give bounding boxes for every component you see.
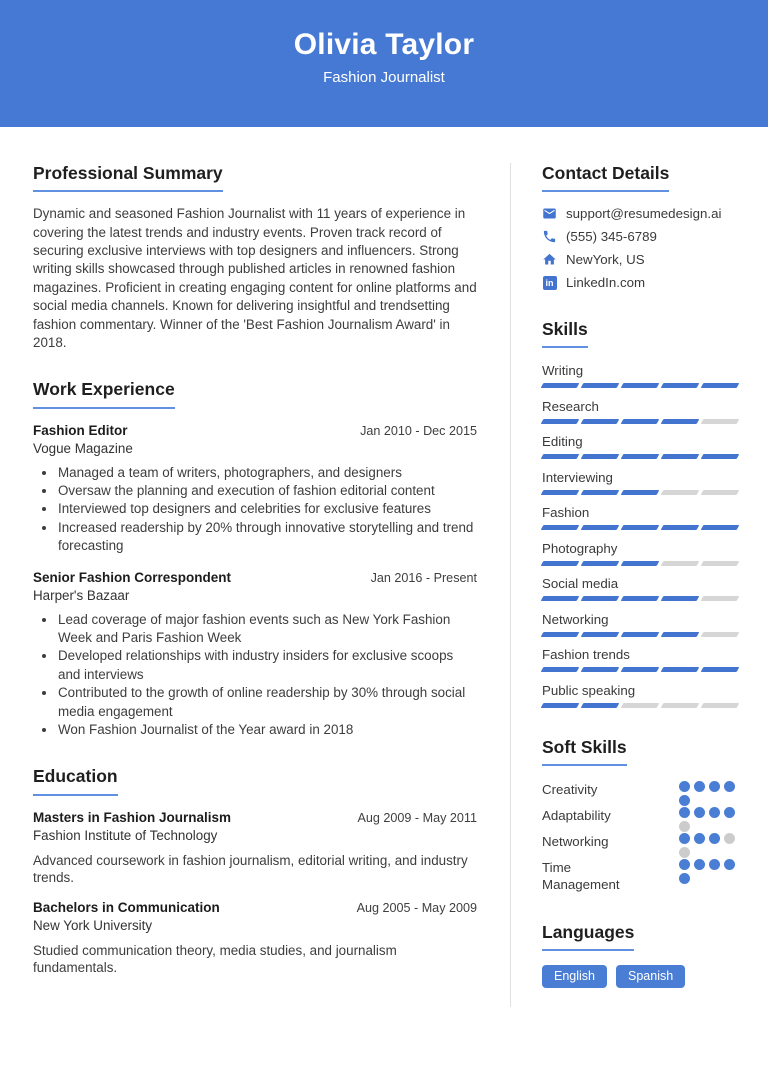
bullet-item: • Developed relationships with industry insiders for exclusive scoops and interviews [57,647,477,684]
bullet-item: • Oversaw the planning and execution of fashion editorial content [57,482,477,500]
bar-segment-filled [541,454,579,459]
bar-segment-empty [701,703,739,708]
degree-school: Fashion Institute of Technology [33,827,218,843]
skill-bar [542,383,739,388]
professional-summary-section [33,163,477,352]
bar-segment-empty [701,632,739,637]
rating-dot-filled [709,833,720,844]
job-bullet-list [33,611,477,740]
skill-label: Public speaking [542,682,636,698]
rating-dot-filled [679,833,690,844]
bar-segment-filled [621,596,659,601]
resume-body [0,127,768,1007]
bar-segment-filled [621,525,659,530]
job-entry [33,423,477,556]
contact-location-text: NewYork, US [566,252,645,268]
bar-segment-empty [661,561,699,566]
job-dates: Jan 2016 - Present [370,570,477,585]
professional-summary-heading: Professional Summary [33,163,223,192]
bar-segment-filled [541,632,579,637]
degree-entry-head [33,810,477,825]
soft-skills-heading: Soft Skills [542,737,627,766]
contact-linkedin-text: LinkedIn.com [566,275,646,291]
header-banner [0,0,768,127]
bar-segment-filled [701,454,739,459]
job-dates: Jan 2010 - Dec 2015 [360,423,477,438]
rating-dot-filled [694,807,705,818]
work-experience-heading: Work Experience [33,379,175,408]
job-bullet-list [33,464,477,556]
bar-segment-empty [661,703,699,708]
rating-dot-filled [709,859,720,870]
home-icon [542,252,557,267]
bar-segment-filled [541,667,579,672]
bar-segment-filled [581,454,619,459]
bar-segment-filled [581,596,619,601]
languages-heading: Languages [542,922,634,951]
contact-list [542,206,739,290]
rating-dot-filled [679,781,690,792]
contact-details-section [542,163,739,290]
job-company: Harper's Bazaar [33,587,130,603]
skill-bar [542,490,739,495]
contact-details-heading: Contact Details [542,163,669,192]
skill-label: Fashion [542,505,590,521]
skill-row [542,505,739,530]
bar-segment-filled [621,454,659,459]
soft-skill-row [542,833,739,850]
skill-label: Interviewing [542,469,613,485]
bar-segment-filled [581,383,619,388]
degree-title: Masters in Fashion Journalism [33,809,232,825]
bar-segment-filled [701,667,739,672]
bar-segment-filled [661,632,699,637]
bar-segment-filled [581,419,619,424]
bullet-item: • Increased readership by 20% through innovative storytelling and trend forecasting [57,519,477,556]
soft-skill-dots [679,781,737,793]
bullet-item: • Contributed to the growth of online readership by 30% through social media engagement [57,684,477,721]
bar-segment-filled [701,525,739,530]
rating-dot-empty [679,821,690,832]
work-experience-section [33,379,477,739]
degree-dates: Aug 2009 - May 2011 [357,810,477,825]
soft-skill-label: Time Management [542,859,620,892]
soft-skill-dots [679,859,737,871]
skills-list [542,363,739,708]
skill-bar [542,561,739,566]
language-badge: English [542,965,607,988]
languages-list [542,965,739,988]
skill-label: Fashion trends [542,647,630,663]
skill-row [542,612,739,637]
skill-bar [542,632,739,637]
degree-description: Advanced coursework in fashion journalism, editorial writing, and industry trends. [33,852,468,885]
skill-row [542,470,739,495]
language-badge: Spanish [616,965,685,988]
skill-row [542,647,739,672]
bullet-item: • Managed a team of writers, photographers, and designers [57,464,477,482]
bar-segment-filled [661,525,699,530]
professional-summary-text: Dynamic and seasoned Fashion Journalist with 11 years of experience in covering the latest trends and industry events. Proven track record of securing exclusive interviews with top designers and influencers. Strong writing skills showcased through published articles in renowned fashion magazines. Proficient in creating engaging content for online platforms and social media channels. Known for delivering insightful and trendsetting fashion commentary. Winner of the 'Best Fashion Journalism Award' in 2018. [33,206,477,350]
bar-segment-empty [621,703,659,708]
contact-item-phone [542,229,739,244]
skill-label: Social media [542,576,619,592]
skill-bar [542,454,739,459]
rating-dot-filled [724,781,735,792]
bar-segment-filled [581,490,619,495]
bar-segment-empty [701,596,739,601]
contact-item-email [542,206,739,221]
skill-label: Editing [542,434,583,450]
rating-dot-filled [679,873,690,884]
skill-label: Networking [542,611,609,627]
skill-row [542,683,739,708]
skill-row [542,363,739,388]
degree-school: New York University [33,917,153,933]
skill-label: Research [542,398,599,414]
skills-section [542,319,739,708]
languages-section [542,922,739,988]
bar-segment-filled [581,525,619,530]
degree-entry [33,810,477,886]
rating-dot-filled [679,795,690,806]
job-entry-head [33,570,477,585]
rating-dot-filled [679,807,690,818]
bar-segment-filled [661,596,699,601]
job-title: Senior Fashion Correspondent [33,569,232,585]
skill-label: Writing [542,363,584,379]
rating-dot-filled [724,859,735,870]
bar-segment-filled [581,703,619,708]
rating-dot-filled [724,807,735,818]
bar-segment-empty [661,490,699,495]
rating-dot-filled [694,781,705,792]
rating-dot-filled [709,781,720,792]
skill-row [542,541,739,566]
rating-dot-filled [694,833,705,844]
bar-segment-filled [541,419,579,424]
job-entry [33,570,477,740]
soft-skill-label: Networking [542,833,609,849]
skills-heading: Skills [542,319,588,348]
main-column [33,163,477,1007]
bar-segment-filled [581,667,619,672]
contact-email-text: support@resumedesign.ai [566,206,722,222]
bar-segment-filled [581,561,619,566]
soft-skills-list [542,781,739,893]
skill-bar [542,419,739,424]
education-heading: Education [33,766,118,795]
skill-bar [542,525,739,530]
job-entry-head [33,423,477,438]
skill-bar [542,667,739,672]
skill-label: Photography [542,540,618,556]
soft-skill-label: Adaptability [542,807,611,823]
rating-dot-filled [694,859,705,870]
degree-title: Bachelors in Communication [33,899,220,915]
soft-skill-row [542,807,739,824]
bar-segment-filled [541,561,579,566]
bar-segment-filled [541,490,579,495]
soft-skill-row [542,781,739,798]
skill-bar [542,703,739,708]
bullet-item: • Lead coverage of major fashion events such as New York Fashion Week and Paris Fashion Week [57,611,477,648]
bar-segment-filled [661,383,699,388]
bar-segment-filled [621,632,659,637]
skill-row [542,399,739,424]
rating-dot-filled [679,859,690,870]
job-company: Vogue Magazine [33,440,133,456]
skill-row [542,434,739,459]
degree-entry-head [33,900,477,915]
bar-segment-filled [541,703,579,708]
bar-segment-filled [541,596,579,601]
bar-segment-filled [621,667,659,672]
bar-segment-filled [661,667,699,672]
soft-skill-label: Creativity [542,781,598,797]
person-job-title: Fashion Journalist [323,68,445,86]
bar-segment-filled [621,561,659,566]
contact-item-linkedin [542,275,739,290]
soft-skill-dots [679,807,737,819]
bullet-item: • Won Fashion Journalist of the Year award in 2018 [57,721,477,739]
linkedin-icon: in [542,275,557,290]
degree-entry [33,900,477,976]
rating-dot-filled [709,807,720,818]
person-name: Olivia Taylor [293,27,475,61]
degree-dates: Aug 2005 - May 2009 [356,900,477,915]
rating-dot-empty [724,833,735,844]
bar-segment-filled [621,383,659,388]
rating-dot-empty [679,847,690,858]
bar-segment-filled [581,632,619,637]
soft-skill-row [542,859,739,893]
email-icon [542,206,557,221]
column-divider [510,163,511,1007]
soft-skills-section [542,737,739,893]
bar-segment-filled [621,419,659,424]
phone-icon [542,229,557,244]
job-title: Fashion Editor [33,422,128,438]
bar-segment-empty [701,419,739,424]
contact-phone-text: (555) 345-6789 [566,229,657,245]
degree-description: Studied communication theory, media studies, and journalism fundamentals. [33,942,397,975]
bar-segment-filled [701,383,739,388]
bar-segment-empty [701,561,739,566]
education-section [33,766,477,975]
contact-item-location [542,252,739,267]
skill-row [542,576,739,601]
bar-segment-filled [661,419,699,424]
sidebar-column [542,163,739,1007]
bar-segment-filled [621,490,659,495]
bar-segment-empty [701,490,739,495]
bar-segment-filled [661,454,699,459]
soft-skill-dots [679,833,737,845]
bullet-item: • Interviewed top designers and celebrities for exclusive features [57,500,477,518]
bar-segment-filled [541,383,579,388]
skill-bar [542,596,739,601]
bar-segment-filled [541,525,579,530]
